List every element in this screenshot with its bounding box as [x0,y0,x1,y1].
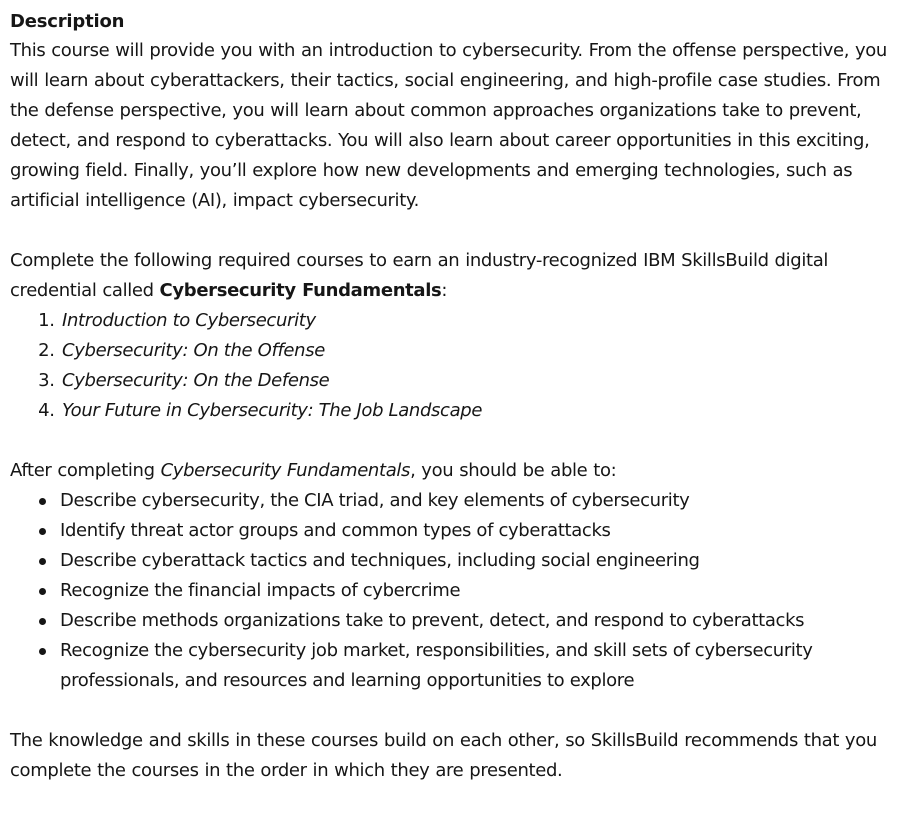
course-item [60,396,896,426]
intro-paragraph: This course will provide you with an introduction to cybersecurity. From the offense perspective, you will learn about cyberattackers, their tactics, social engineering, and high-profile case studies. From the defense perspective, you will learn about common approaches organizations take to prevent, detect, and respond to cyberattacks. You will also learn about career opportunities in this exciting, growing field. Finally, you’ll explore how new developments and emerging technologies, such as artificial intelligence (AI), impact cybersecurity. [10,40,887,211]
credential-paragraph [10,246,896,306]
outcome-item: Recognize the financial impacts of cybercrime [60,576,896,606]
course-item [60,306,896,336]
outcome-item: Describe methods organizations take to prevent, detect, and respond to cyberattacks [60,606,896,636]
course-item [60,366,896,396]
course-list [10,306,896,426]
outcomes-prefix: After completing [10,460,161,481]
closing-paragraph: The knowledge and skills in these courses build on each other, so SkillsBuild recommends that you complete the courses in the order in which they are presented. [10,730,877,781]
outcomes-intro [10,456,896,486]
credential-suffix: : [441,280,448,301]
course-title: Cybersecurity: On the Defense [62,370,330,391]
spacer [10,426,896,456]
credential-name: Cybersecurity Fundamentals [159,280,442,301]
spacer [10,216,896,246]
outcome-item: Describe cybersecurity, the CIA triad, and key elements of cybersecurity [60,486,896,516]
description-heading: Description [10,11,125,32]
course-title: Your Future in Cybersecurity: The Job Landscape [62,400,483,421]
outcome-list [10,486,896,696]
course-item [60,336,896,366]
spacer [10,696,896,726]
outcome-item: Recognize the cybersecurity job market, responsibilities, and skill sets of cybersecurity professionals, and resources and learning opportunities to explore [60,636,896,696]
course-title: Introduction to Cybersecurity [62,310,316,331]
course-title: Cybersecurity: On the Offense [62,340,325,361]
outcomes-suffix: , you should be able to: [410,460,617,481]
credential-prefix: Complete the following required courses to earn an industry-recognized IBM SkillsBuild digital credential called [10,250,829,301]
outcome-item: Describe cyberattack tactics and techniques, including social engineering [60,546,896,576]
outcome-item: Identify threat actor groups and common types of cyberattacks [60,516,896,546]
outcomes-credential: Cybersecurity Fundamentals [160,460,411,481]
